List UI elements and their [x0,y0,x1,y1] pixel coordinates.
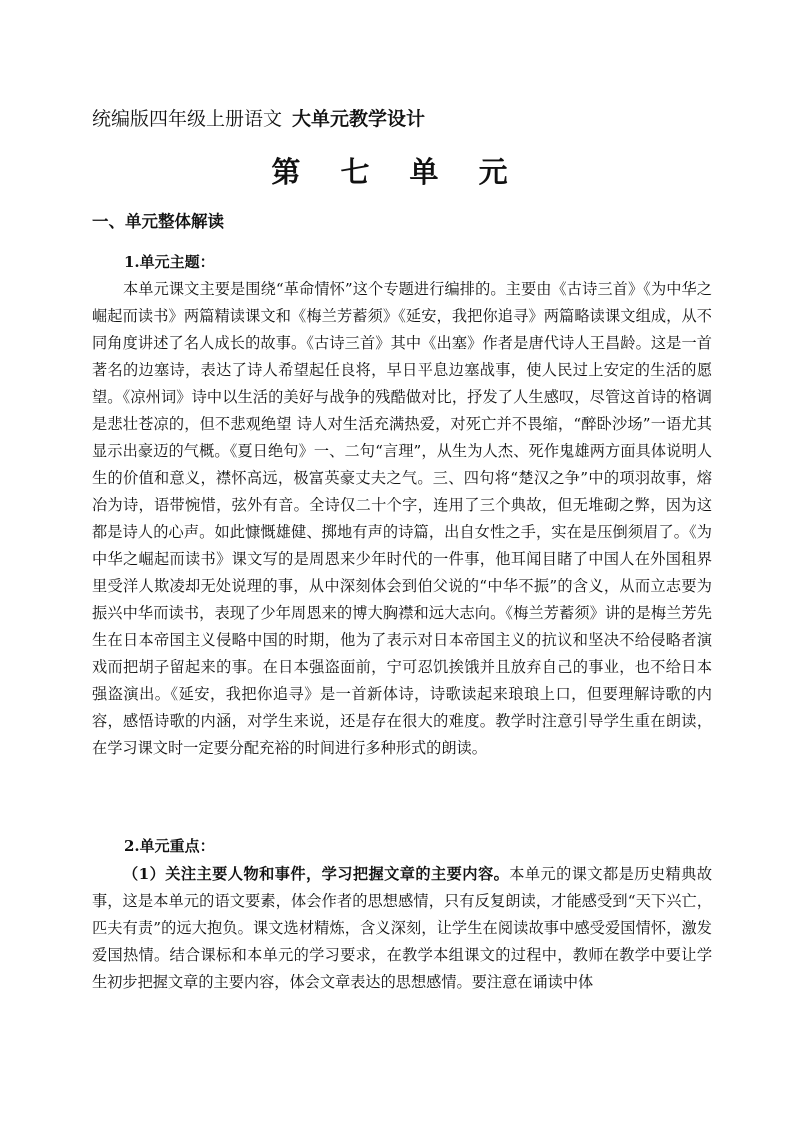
focus-point-lead: （1）关注主要人物和事件，学习把握文章的主要内容。 [123,865,510,883]
section-heading: 一、单元整体解读 [92,212,224,231]
focus-paragraph [92,861,712,996]
document-header [92,105,425,133]
theme-paragraph: 本单元课文主要是围绕“革命情怀”这个专题进行编排的。主要由《古诗三首》《为中华之崛起而读书》两篇精读课文和《梅兰芳蓄须》《延安，我把你追寻》两篇略读课文组成，从不同角度讲述了名人成长的故事。《古诗三首》其中《出塞》作者是唐代诗人王昌龄。这是一首著名的边塞诗，表达了诗人希望起任良将，早日平息边塞战事，使人民过上安定的生活的愿望。《凉州词》诗中以生活的美好与战争的残酷做对比，抒发了人生感叹，尽管这首诗的格调是悲壮苍凉的，但不悲观绝望 诗人对生活充满热爱，对死亡并不畏缩，“醉卧沙场”一语尤其显示出豪迈的气概。《夏日绝句》一、二句“言理”，从生为人杰、死作鬼雄两方面具体说明人生的价值和意义，襟怀高远，极富英豪丈夫之气。三、四句将“楚汉之争”中的项羽故事，熔冶为诗，语带惋惜，弦外有音。全诗仅二十个字，连用了三个典故，但无堆砌之弊，因为这都是诗人的心声。如此慷慨雄健、掷地有声的诗篇，出自女性之手，实在是压倒须眉了。《为中华之崛起而读书》课文写的是周恩来少年时代的一件事，他耳闻目睹了中国人在外国租界里受洋人欺凌却无处说理的事，从中深刻体会到伯父说的“中华不振”的含义，从而立志要为振兴中华而读书，表现了少年周恩来的博大胸襟和远大志向。《梅兰芳蓄须》讲的是梅兰芳先生在日本帝国主义侵略中国的时期，他为了表示对日本帝国主义的抗议和坚决不给侵略者演戏而把胡子留起来的事。在日本强盗面前，宁可忍饥挨饿并且放弃自己的事业，也不给日本强盗演出。《延安，我把你追寻》是一首新体诗，诗歌读起来琅琅上口，但要理解诗歌的内容，感悟诗歌的内涵，对学生来说，还是存在很大的难度。教学时注意引导学生重在朗读，在学习课文时一定要分配充裕的时间进行多种形式的朗读。 [92,280,712,757]
focus-point-text: 本单元的课文都是历史精典故事，这是本单元的语文要素，体会作者的思想感情，只有反复朗读，才能感受到“天下兴亡，匹夫有责”的远大抱负。课文选材精炼，含义深刻，让学生在阅读故事中感受爱国情怀，激发爱国热情。结合课标和本单元的学习要求，在教学本组课文的过程中，教师在教学中要让学生初步把握文章的主要内容，体会文章表达的思想感情。要注意在诵读中体 [92,865,713,991]
focus-heading: 2.单元重点： [124,837,215,855]
document-subtitle: 统编版四年级上册语文 [92,108,283,130]
theme-heading: 1.单元主题： [124,253,215,271]
unit-title: 第 七 单 元 [271,155,523,189]
document-title: 大单元教学设计 [292,108,426,130]
